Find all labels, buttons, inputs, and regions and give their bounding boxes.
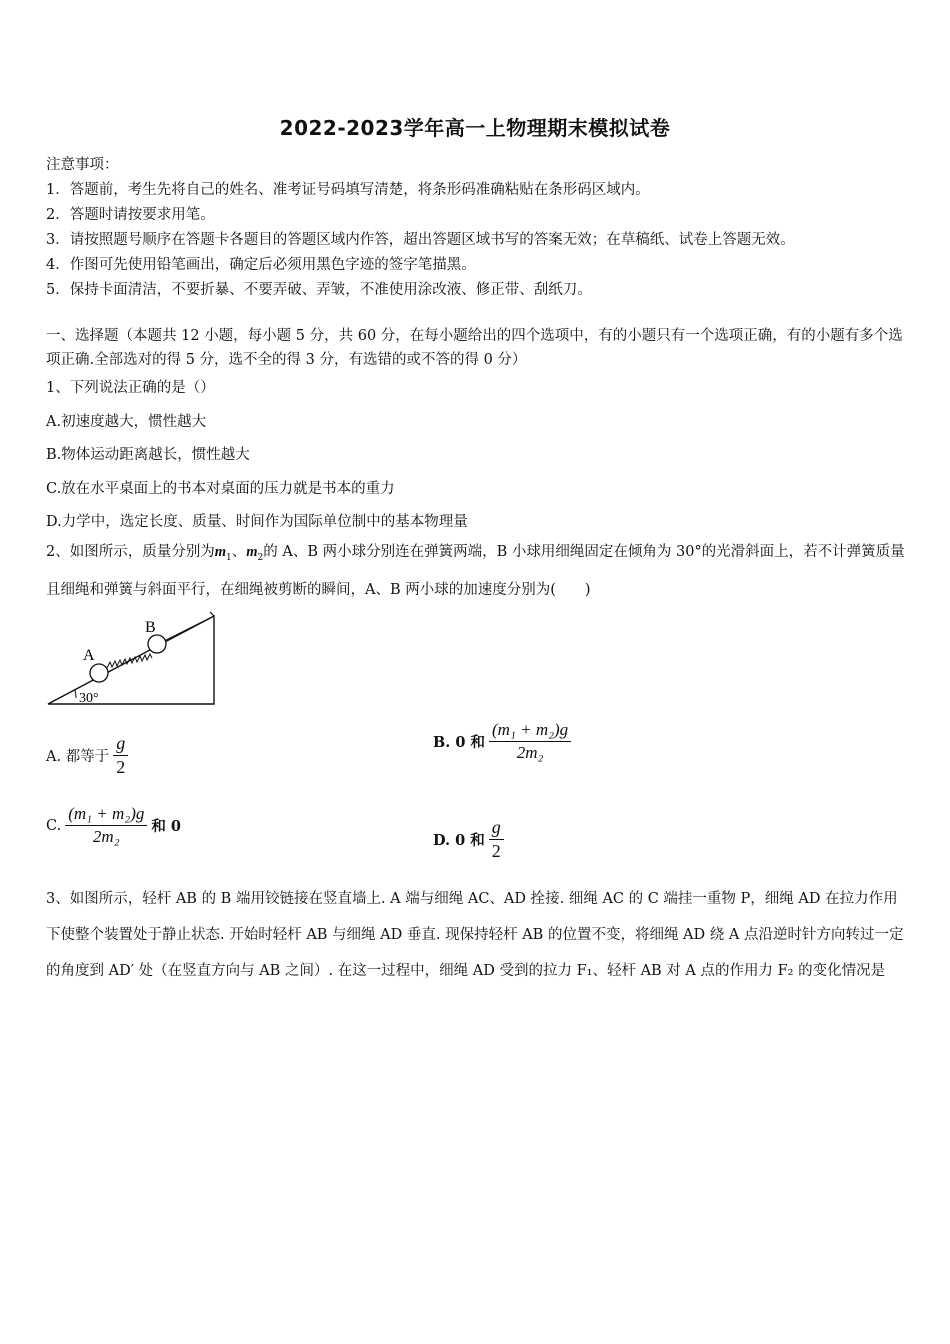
q2-option-b-frac — [489, 720, 571, 763]
wall-hatch — [210, 612, 214, 616]
exam-title: 2022-2023学年高一上物理期末模拟试卷 — [279, 116, 671, 140]
angle-label: 30° — [79, 691, 99, 706]
q2-option-a-frac — [113, 733, 128, 778]
q2-stem — [46, 536, 908, 606]
frac-den: 2 — [116, 757, 126, 777]
label-a: A — [83, 647, 95, 664]
frac-num: g — [113, 733, 128, 756]
notice-item-5: 5．保持卡面清洁，不要折暴、不要弄破、弄皱，不准使用涂改液、修正带、刮纸刀。 — [46, 282, 592, 298]
frac-den: 2m₂ — [92, 827, 120, 846]
notice-item-3: 3．请按照题号顺序在答题卡各题目的答题区域内作答，超出答题区域书写的答案无效；在草稿纸、试卷上答题无效。 — [46, 232, 795, 248]
q1-stem: 1、下列说法正确的是（） — [46, 380, 215, 396]
q3-stem: 3、如图所示，轻杆 AB 的 B 端用铰链接在竖直墙上. A 端与细绳 AC、AD 拴接. 细绳 AC 的 C 端挂一重物 P，细绳 AD 在拉力作用下使整个装置处于静止状态. 开始时轻杆 AB 与细绳 AD 垂直. 现保持轻杆 AB 的位置不变，将细绳 AD 绕 A 点沿逆时针方向转过一定的角度到 AD′ 处（在竖直方向与 AB 之间）. 在这一过程中，细绳 AD 受到的拉力 F₁、轻杆 AB 对 A 点的作用力 F₂ 的变化情况是 — [46, 891, 904, 979]
frac-num: (m₁ + m₂)g — [489, 720, 571, 742]
notice-heading: 注意事项： — [46, 157, 119, 173]
q2-stem-a: 2、如图所示，质量分别为 — [46, 544, 215, 560]
q2-m2-sub: 2 — [257, 552, 264, 563]
q2-option-b — [433, 720, 571, 763]
label-b: B — [145, 619, 156, 636]
incline-figure — [46, 610, 221, 710]
string — [158, 616, 214, 644]
q2-option-a — [46, 733, 128, 778]
q2-option-d-prefix: D. 0 和 — [433, 832, 485, 849]
q2-m1-sub: 1 — [226, 552, 232, 563]
section-heading: 一、选择题（本题共 12 小题，每小题 5 分，共 60 分，在每小题给出的四个选项中，有的小题只有一个选项正确，有的小题有多个选项正确.全部选对的得 5 分，选不全的得 3 分，有选错的或不答的得 0 分） — [46, 328, 903, 368]
notice-item-2: 2．答题时请按要求用笔。 — [46, 207, 215, 223]
q1-option-a: A.初速度越大，惯性越大 — [46, 414, 207, 430]
frac-num: g — [489, 817, 504, 840]
q2-m2: m — [246, 544, 258, 560]
ball-b — [148, 635, 166, 653]
q2-option-b-prefix: B. 0 和 — [433, 734, 485, 751]
frac-den: 2 — [491, 841, 501, 861]
q1-option-c: C.放在水平桌面上的书本对桌面的压力就是书本的重力 — [46, 481, 395, 497]
frac-den: 2m₂ — [516, 743, 544, 762]
frac-num: (m₁ + m₂)g — [65, 804, 147, 826]
q2-option-c-frac — [65, 804, 147, 847]
q2-option-d-frac — [489, 817, 504, 862]
q2-option-c — [46, 804, 181, 847]
notice-item-1: 1．答题前，考生先将自己的姓名、准考证号码填写清楚，将条形码准确粘贴在条形码区域内。 — [46, 182, 650, 198]
q2-option-a-prefix: A. 都等于 — [46, 749, 110, 765]
q1-option-b: B.物体运动距离越长，惯性越大 — [46, 447, 250, 463]
q2-sep: 、 — [231, 544, 247, 560]
q1-option-d: D.力学中，选定长度、质量、时间作为国际单位制中的基本物理量 — [46, 514, 468, 530]
notice-item-4: 4．作图可先使用铅笔画出，确定后必须用黑色字迹的签字笔描黑。 — [46, 257, 476, 273]
angle-arc — [75, 690, 76, 698]
q2-m1: m — [214, 544, 227, 560]
q2-option-c-suffix: 和 0 — [151, 818, 181, 835]
q2-stem-b: 的 A、B 两小球分别连在弹簧两端，B 小球用细绳固定在倾角为 30°的光滑斜面上，若不计弹簧质量且细绳和弹簧与斜面平行，在细绳被剪断的瞬间，A、B 两小球的加速度分别为( ) — [46, 544, 905, 598]
q2-option-d — [433, 817, 504, 862]
ball-a — [90, 664, 108, 682]
q2-option-c-prefix: C. — [46, 817, 62, 834]
